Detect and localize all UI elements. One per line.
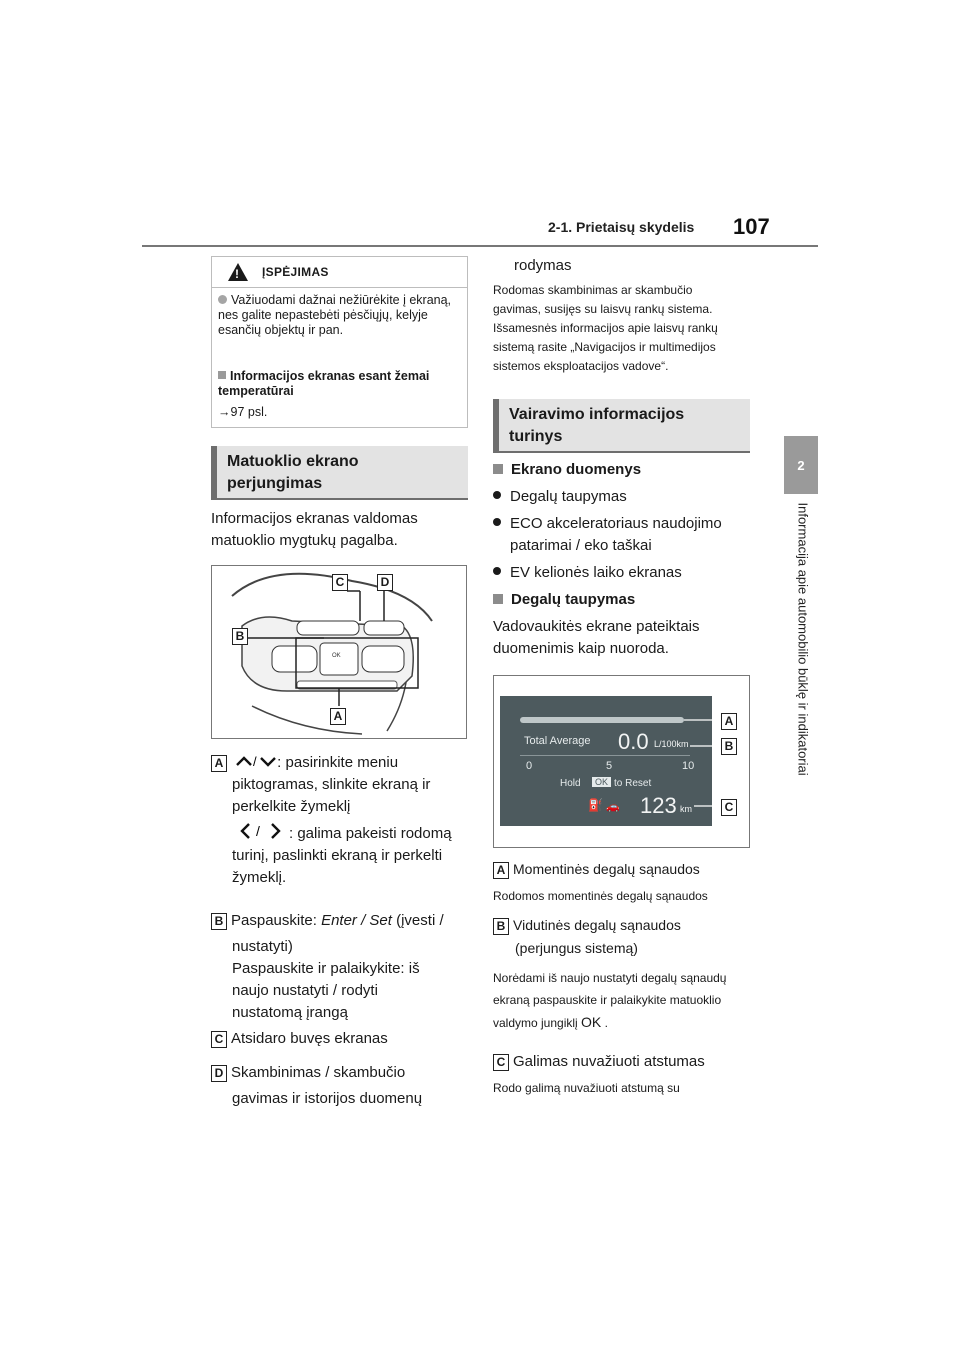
subheading: Ekrano duomenys bbox=[511, 461, 642, 478]
item-b-line: nustatyti) bbox=[232, 938, 293, 955]
item-c bbox=[211, 1028, 471, 1050]
section-heading-line: Matuoklio ekrano bbox=[227, 453, 359, 470]
chapter-tab: 2 bbox=[784, 436, 818, 494]
reset-label: to Reset bbox=[614, 778, 652, 789]
desc-c-title: Galimas nuvažiuoti atstumas bbox=[513, 1053, 705, 1070]
note-line: Išsamesnės informacijos apie laisvų rankų bbox=[493, 321, 718, 335]
section-heading-line: turinys bbox=[509, 428, 563, 445]
warning-item-text: Važiuodami dažnai nežiūrėkite į ekraną, nes galite nepastebėti pėsčiųjų, kelyje esančių objektų ir pan. bbox=[218, 293, 452, 337]
total-average-value: 0.0 bbox=[618, 729, 649, 754]
range-unit: km bbox=[680, 804, 692, 814]
fuel-pump-icon: ⛽ bbox=[588, 798, 603, 812]
bullet-icon bbox=[493, 491, 501, 499]
warning-header bbox=[212, 257, 467, 288]
section-header: 2-1. Prietaisų skydelis bbox=[548, 219, 695, 235]
total-average-label: Total Average bbox=[524, 735, 591, 747]
figure-label-a: A bbox=[721, 713, 737, 730]
item-b-line: naujo nustatyti / rodyti bbox=[232, 982, 378, 999]
list-item-line: patarimai / eko taškai bbox=[510, 537, 652, 554]
item-b-line: nustatomą įrangą bbox=[232, 1004, 348, 1021]
item-a-text: : pasirinkite meniu bbox=[277, 754, 399, 771]
item-label-b: B bbox=[493, 918, 509, 935]
square-bullet-icon bbox=[218, 371, 226, 379]
section-heading-line: Vairavimo informacijos bbox=[509, 406, 685, 423]
desc-b-line-end: . bbox=[604, 1016, 608, 1030]
scale-tick-label: 10 bbox=[682, 760, 695, 772]
fuel-economy-figure bbox=[493, 675, 750, 848]
list-item: ECO akceleratoriaus naudojimo bbox=[510, 515, 722, 532]
left-right-arrows-icon bbox=[239, 821, 289, 841]
bullet-icon bbox=[218, 295, 227, 304]
item-d-text: Skambinimas / skambučio bbox=[231, 1064, 406, 1081]
paragraph-line: duomenimis kaip nuoroda. bbox=[493, 640, 669, 657]
paragraph-line: Vadovaukitės ekrane pateiktais bbox=[493, 618, 700, 635]
item-label-d: D bbox=[211, 1065, 227, 1082]
desc-b-line: valdymo jungiklį bbox=[493, 1016, 578, 1030]
item-a-line: žymeklį. bbox=[232, 869, 287, 886]
hold-label: Hold bbox=[560, 778, 581, 789]
intro-line: Informacijos ekranas valdomas bbox=[211, 510, 418, 527]
desc-b-line: ekraną paspauskite ir palaikykite matuoklio bbox=[493, 993, 722, 1007]
driving-info-list bbox=[493, 459, 758, 660]
item-c-text: Atsidaro buvęs ekranas bbox=[231, 1030, 388, 1047]
continued-text: rodymas bbox=[514, 257, 572, 274]
note-line: gavimas, susijęs su laisvų rankų sistema. bbox=[493, 302, 713, 316]
desc-b-title-line: (perjungus sistemą) bbox=[515, 940, 638, 956]
desc-c bbox=[493, 1053, 758, 1098]
desc-b-line: Norėdami iš naujo nustatyti degalų sąnaudų bbox=[493, 971, 727, 985]
warning-subhead-text: Informacijos ekranas esant žemai temperatūrai bbox=[218, 369, 430, 398]
note-line: Rodomas skambinimas ar skambučio bbox=[493, 283, 693, 297]
item-a-line: piktogramas, slinkite ekraną ir bbox=[232, 776, 431, 793]
item-a-line: perkelkite žymeklį bbox=[232, 798, 351, 815]
page-number: 107 bbox=[733, 214, 770, 239]
desc-b-title: Vidutinės degalų sąnaudos bbox=[513, 917, 681, 933]
figure-label-d: D bbox=[377, 574, 393, 591]
ok-switch-label: OK bbox=[581, 1014, 602, 1030]
warning-subhead bbox=[218, 369, 458, 399]
list-item: EV kelionės laiko ekranas bbox=[510, 564, 682, 581]
ok-badge: OK bbox=[592, 777, 611, 787]
car-icon: 🚗 bbox=[606, 801, 620, 813]
item-label-a: A bbox=[211, 755, 227, 772]
item-label-a: A bbox=[493, 862, 509, 879]
item-label-b: B bbox=[211, 913, 227, 930]
item-b-text: (įvesti / bbox=[396, 912, 444, 929]
item-a-line: : galima pakeisti rodomą bbox=[289, 825, 452, 842]
figure-label-c: C bbox=[332, 574, 348, 591]
ok-button-label: OK bbox=[332, 653, 341, 659]
item-a bbox=[211, 752, 471, 889]
intro-line: matuoklio mygtukų pagalba. bbox=[211, 532, 398, 549]
warning-box bbox=[211, 256, 468, 428]
warning-icon bbox=[228, 263, 248, 281]
chapter-side-title bbox=[793, 502, 813, 845]
bullet-icon bbox=[493, 567, 501, 575]
warning-ref: →97 psl. bbox=[218, 405, 268, 419]
item-b-line: Paspauskite ir palaikykite: iš bbox=[232, 960, 420, 977]
desc-a-title: Momentinės degalų sąnaudos bbox=[513, 861, 700, 877]
warning-item bbox=[218, 293, 458, 338]
subheading: Degalų taupymas bbox=[511, 591, 636, 608]
bullet-icon bbox=[493, 518, 501, 526]
desc-a-text: Rodomos momentinės degalų sąnaudos bbox=[493, 889, 708, 903]
handsfree-note bbox=[493, 281, 753, 376]
up-down-arrows-icon bbox=[235, 754, 277, 768]
intro-paragraph bbox=[211, 508, 471, 552]
range-value: 123 bbox=[640, 793, 677, 818]
callout-lines bbox=[494, 676, 749, 847]
figure-label-b: B bbox=[232, 628, 248, 645]
header-rule bbox=[142, 245, 818, 247]
desc-a bbox=[493, 860, 758, 906]
chapter-side-label: Informacija apie automobilio būklę ir indikatoriai bbox=[795, 502, 811, 776]
list-item: Degalų taupymas bbox=[510, 488, 627, 505]
figure-label-c: C bbox=[721, 799, 737, 816]
item-label-c: C bbox=[493, 1054, 509, 1071]
item-d bbox=[211, 1062, 471, 1110]
svg-text:/: / bbox=[256, 823, 260, 839]
note-line: sistemą rasite „Navigacijos ir multimedijos bbox=[493, 340, 716, 354]
desc-b-text bbox=[493, 967, 758, 1034]
warning-title: ĮSPĖJIMAS bbox=[262, 265, 329, 279]
item-label-c: C bbox=[211, 1031, 227, 1048]
steering-switch-figure bbox=[211, 565, 467, 739]
scale-tick-label: 0 bbox=[526, 760, 533, 772]
total-average-unit: L/100km bbox=[654, 739, 689, 749]
desc-c-text: Rodo galimą nuvažiuoti atstumą su bbox=[493, 1081, 680, 1095]
figure-label-a: A bbox=[330, 708, 346, 725]
desc-b bbox=[493, 916, 758, 1034]
scale-tick-label: 5 bbox=[606, 760, 613, 772]
item-d-line: gavimas ir istorijos duomenų bbox=[232, 1090, 423, 1107]
item-b-em: Enter / Set bbox=[321, 912, 392, 929]
figure-label-b: B bbox=[721, 738, 737, 755]
square-bullet-icon bbox=[493, 594, 503, 604]
item-a-line: turinį, paslinkti ekraną ir perkelti bbox=[232, 847, 443, 864]
section-heading-line: perjungimas bbox=[227, 475, 323, 492]
section-heading-driving-info bbox=[493, 399, 750, 453]
note-line: sistemos eksploatacijos vadove“. bbox=[493, 359, 669, 373]
item-b-text: Paspauskite: bbox=[231, 912, 317, 929]
svg-text:/: / bbox=[253, 754, 257, 768]
square-bullet-icon bbox=[493, 464, 503, 474]
section-heading-gauge-switch bbox=[211, 446, 468, 500]
item-b bbox=[211, 910, 471, 1024]
